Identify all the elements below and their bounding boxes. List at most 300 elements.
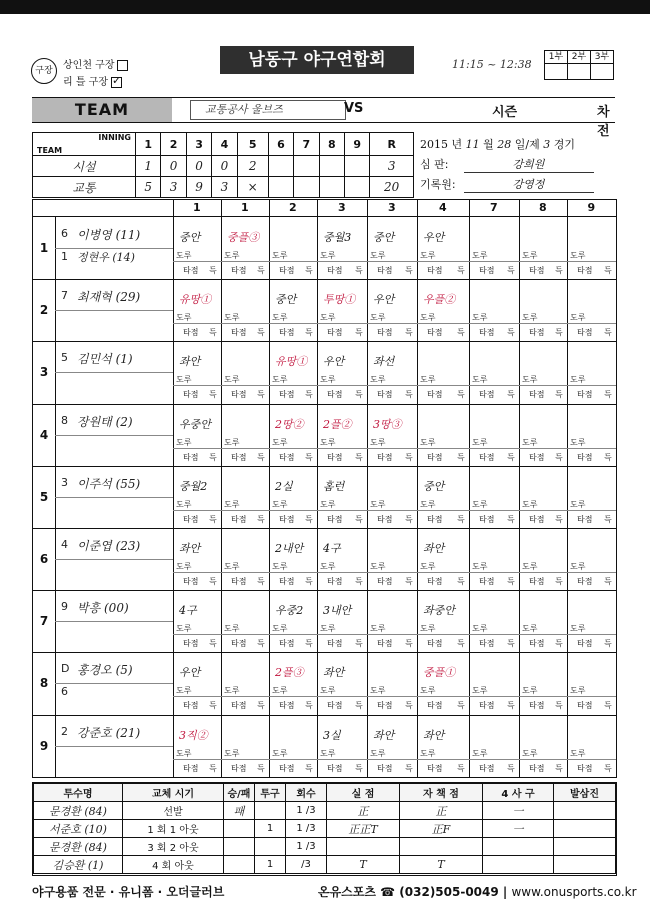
batter-row — [33, 404, 616, 467]
at-bat-result[interactable]: 중플① — [423, 666, 456, 680]
steal-label: 도루 — [370, 251, 386, 260]
steal-label: 도루 — [272, 313, 288, 323]
batter-row — [33, 217, 616, 280]
cell-divider — [519, 759, 567, 760]
score-label: 득 — [257, 763, 265, 773]
rbi-label: 타점 — [427, 452, 443, 462]
inning-score[interactable]: 5 — [136, 177, 161, 198]
steal-label: 도루 — [570, 686, 586, 696]
cell-divider — [519, 385, 567, 386]
batting-scoreboard — [32, 199, 617, 778]
at-bat-result[interactable]: 4구 — [323, 542, 341, 555]
rbi-label: 타점 — [279, 639, 295, 649]
at-bat-result[interactable]: 중월2 — [179, 479, 208, 493]
cell-divider — [417, 323, 469, 324]
total-runs[interactable]: 3 — [370, 156, 414, 177]
batter-name[interactable]: 김민석 (1) — [77, 352, 133, 367]
score-label: 득 — [355, 390, 363, 400]
pitcher-bb[interactable] — [483, 838, 554, 856]
pitcher-innings[interactable]: 1 /3 — [286, 838, 327, 856]
at-bat-result[interactable]: 중월3 — [323, 231, 352, 244]
steal-label: 도루 — [522, 251, 538, 260]
batter-position: 5 — [61, 351, 68, 365]
substitute-divider — [55, 310, 173, 311]
pitcher-row — [34, 856, 616, 874]
steal-label: 도루 — [272, 251, 288, 260]
part-2-box[interactable]: 2부 — [567, 50, 591, 80]
pitcher-name[interactable]: 서준호 (10) — [34, 820, 123, 838]
inning-score[interactable]: 2 — [237, 156, 268, 177]
cell-divider — [519, 323, 567, 324]
cell-divider — [567, 634, 616, 635]
innings-table — [32, 132, 414, 198]
score-label: 득 — [555, 639, 563, 649]
inning-column-number: 3 — [388, 201, 396, 214]
pitcher-so[interactable] — [554, 820, 616, 838]
steal-label: 도루 — [224, 375, 240, 385]
batter-name[interactable]: 장원태 (2) — [77, 414, 133, 429]
cell-divider — [519, 261, 567, 262]
pitcher-bb[interactable]: 一 — [483, 802, 554, 820]
at-bat-result[interactable]: 유땅① — [275, 355, 308, 369]
team-name-field[interactable]: 교통공사 울브즈 — [190, 100, 346, 120]
umpire-field[interactable]: 강희원 — [464, 156, 594, 173]
cell-divider — [173, 510, 221, 511]
score-label: 득 — [405, 328, 413, 338]
steal-label: 도루 — [272, 624, 288, 634]
pitcher-timing[interactable]: 1 회 1 아웃 — [123, 820, 224, 838]
batter-position: 7 — [61, 289, 68, 303]
steal-label: 도루 — [570, 437, 586, 447]
steal-label: 도루 — [522, 313, 538, 323]
part-3-box[interactable]: 3부 — [590, 50, 614, 80]
rbi-label: 타점 — [231, 328, 247, 338]
rbi-label: 타점 — [327, 514, 343, 524]
pitcher-timing[interactable]: 선발 — [123, 802, 224, 820]
cell-divider — [367, 448, 417, 449]
pitcher-runs[interactable]: 正正T — [327, 820, 400, 838]
rbi-label: 타점 — [231, 452, 247, 462]
pitcher-wl[interactable] — [224, 856, 255, 874]
cell-divider — [317, 510, 367, 511]
batting-order: 3 — [33, 341, 56, 403]
pitcher-runs[interactable] — [327, 838, 400, 856]
inning-column-number: 9 — [587, 201, 596, 214]
cell-divider — [469, 385, 519, 386]
cell-divider — [173, 448, 221, 449]
rbi-label: 타점 — [377, 701, 393, 711]
steal-label: 도루 — [472, 251, 488, 260]
batting-order: 5 — [33, 466, 56, 528]
at-bat-result[interactable]: 3직② — [179, 728, 208, 742]
steal-label: 도루 — [420, 748, 436, 758]
score-label: 득 — [257, 390, 265, 400]
inning-score[interactable]: 0 — [212, 156, 237, 177]
pitcher-wl[interactable]: 패 — [224, 802, 255, 820]
inning-score[interactable]: 0 — [161, 156, 186, 177]
inning-score[interactable] — [319, 156, 344, 177]
cell-divider — [567, 323, 616, 324]
sub-name[interactable]: 정현우 (14) — [77, 251, 135, 264]
steal-label: 도루 — [420, 562, 436, 571]
pitcher-runs[interactable]: 正 — [327, 802, 400, 820]
score-label: 득 — [257, 452, 265, 462]
steal-label: 도루 — [472, 748, 488, 758]
at-bat-result[interactable]: 우중2 — [275, 604, 304, 618]
steal-label: 도루 — [320, 748, 336, 758]
pitcher-name[interactable]: 문경환 (84) — [34, 802, 123, 820]
pitcher-so[interactable] — [554, 856, 616, 874]
at-bat-result[interactable]: 유땅① — [179, 293, 212, 307]
score-label: 득 — [305, 266, 313, 275]
cell-divider — [417, 696, 469, 697]
steal-label: 도루 — [570, 251, 586, 260]
park-option-2: 리 틀 구장✓ — [63, 73, 122, 88]
steal-label: 도루 — [522, 686, 538, 696]
at-bat-result[interactable]: 2플③ — [275, 666, 304, 680]
batting-order: 6 — [33, 528, 56, 590]
rbi-label: 타점 — [577, 514, 593, 524]
batting-order: 2 — [33, 279, 56, 341]
at-bat-result[interactable]: 우플② — [423, 293, 456, 307]
inning-column-number: 7 — [490, 201, 498, 214]
pitcher-innings[interactable]: 1 /3 — [286, 802, 327, 820]
pitcher-er[interactable]: 正 — [400, 802, 483, 820]
steal-label: 도루 — [176, 251, 192, 260]
rbi-label: 타점 — [427, 763, 443, 773]
inning-score[interactable] — [268, 177, 293, 198]
score-label: 득 — [305, 639, 313, 649]
inning-score[interactable] — [344, 156, 369, 177]
steal-label: 도루 — [370, 748, 386, 758]
steal-label: 도루 — [224, 499, 240, 509]
at-bat-result[interactable]: 좌안 — [323, 666, 345, 680]
pitcher-innings[interactable]: /3 — [286, 856, 327, 874]
at-bat-result[interactable]: 우안 — [423, 231, 445, 244]
inning-corner-cell: INNING TEAM — [33, 133, 136, 156]
inning-score[interactable]: 9 — [186, 177, 211, 198]
pitcher-name[interactable]: 문경환 (84) — [34, 838, 123, 856]
pitcher-wl[interactable] — [224, 838, 255, 856]
cell-divider — [519, 510, 567, 511]
steal-label: 도루 — [370, 562, 386, 571]
rbi-label: 타점 — [427, 390, 443, 400]
score-label: 득 — [305, 390, 313, 400]
cell-divider — [317, 634, 367, 635]
season-label: 시즌 — [492, 105, 518, 120]
score-label: 득 — [257, 328, 265, 338]
at-bat-result[interactable]: 우안 — [179, 666, 201, 680]
at-bat-result[interactable]: 좌선 — [373, 355, 395, 369]
rbi-label: 타점 — [377, 577, 393, 586]
at-bat-result[interactable]: 2플② — [323, 417, 352, 431]
inning-score[interactable]: 0 — [186, 156, 211, 177]
pitcher-so[interactable] — [554, 802, 616, 820]
team-label: TEAM — [32, 98, 172, 122]
score-label: 득 — [457, 763, 465, 773]
score-label: 득 — [257, 639, 265, 649]
steal-label: 도루 — [472, 499, 488, 509]
rbi-label: 타점 — [427, 266, 443, 275]
score-label: 득 — [507, 701, 515, 711]
score-label: 득 — [604, 328, 612, 338]
rbi-label: 타점 — [529, 514, 545, 524]
steal-label: 도루 — [320, 437, 336, 447]
vs-label: VS — [344, 101, 364, 116]
batter-name[interactable]: 이주석 (55) — [77, 476, 141, 491]
umpire-line: 심 판: 강희원 — [420, 156, 594, 173]
pitcher-timing[interactable]: 4 회 아웃 — [123, 856, 224, 874]
score-label: 득 — [355, 763, 363, 773]
pitcher-er[interactable]: T — [400, 856, 483, 874]
cell-divider — [173, 323, 221, 324]
rbi-label: 타점 — [183, 701, 199, 711]
batter-name[interactable]: 강준호 (21) — [77, 725, 141, 740]
at-bat-result[interactable]: 우중안 — [179, 417, 211, 431]
steal-label: 도루 — [522, 562, 538, 571]
rbi-label: 타점 — [529, 390, 545, 400]
rbi-label: 타점 — [577, 452, 593, 462]
pitcher-pitches[interactable]: 1 — [255, 856, 286, 874]
steal-label: 도루 — [420, 437, 436, 447]
pitcher-bb[interactable] — [483, 856, 554, 874]
at-bat-result[interactable]: 2땅② — [275, 417, 304, 431]
pitcher-bb[interactable]: 一 — [483, 820, 554, 838]
batting-order: 9 — [33, 715, 56, 777]
score-label: 득 — [209, 639, 217, 649]
cell-divider — [269, 323, 317, 324]
pitcher-name[interactable]: 김승환 (1) — [34, 856, 123, 874]
pitcher-so[interactable] — [554, 838, 616, 856]
pitcher-pitches[interactable] — [255, 838, 286, 856]
rbi-label: 타점 — [529, 763, 545, 773]
steal-label: 도루 — [472, 375, 488, 385]
at-bat-result[interactable]: 중안 — [275, 293, 297, 307]
score-label: 득 — [305, 514, 313, 524]
cell-divider — [367, 696, 417, 697]
pitcher-timing[interactable]: 3 회 2 아웃 — [123, 838, 224, 856]
pitcher-pitches[interactable]: 1 — [255, 820, 286, 838]
batter-name[interactable]: 홍경오 (5) — [77, 663, 133, 678]
at-bat-result[interactable]: 2내안 — [275, 542, 304, 555]
steal-label: 도루 — [176, 437, 192, 447]
cell-divider — [417, 385, 469, 386]
rbi-label: 타점 — [279, 763, 295, 773]
at-bat-result[interactable]: 좌안 — [423, 542, 445, 555]
batter-name[interactable]: 이병영 (11) — [77, 228, 141, 242]
score-label: 득 — [209, 452, 217, 462]
at-bat-result[interactable]: 좌안 — [423, 728, 445, 742]
cell-divider — [367, 634, 417, 635]
cell-divider — [469, 261, 519, 262]
pitcher-col-header: 자 책 점 — [400, 784, 483, 802]
score-label: 득 — [257, 701, 265, 711]
substitute-divider — [55, 559, 173, 560]
at-bat-result[interactable]: 우안 — [323, 355, 345, 369]
rbi-label: 타점 — [577, 328, 593, 338]
inning-score[interactable] — [294, 177, 319, 198]
steal-label: 도루 — [370, 437, 386, 447]
rbi-label: 타점 — [479, 701, 495, 711]
inning-score[interactable]: 3 — [161, 177, 186, 198]
at-bat-result[interactable]: 좌안 — [179, 355, 201, 369]
batting-order: 8 — [33, 652, 56, 714]
inning-score[interactable] — [344, 177, 369, 198]
at-bat-result[interactable]: 중안 — [423, 479, 445, 493]
cell-divider — [567, 572, 616, 573]
cell-divider — [567, 261, 616, 262]
rbi-label: 타점 — [377, 390, 393, 400]
score-label: 득 — [209, 701, 217, 711]
inning-score[interactable] — [268, 156, 293, 177]
score-label: 득 — [405, 452, 413, 462]
rbi-label: 타점 — [479, 328, 495, 338]
part-1-box[interactable]: 1부 — [544, 50, 568, 80]
batter-name[interactable]: 박흥 (00) — [77, 601, 129, 616]
steal-label: 도루 — [272, 748, 288, 758]
pitcher-wl[interactable] — [224, 820, 255, 838]
score-label: 득 — [457, 639, 465, 649]
score-label: 득 — [604, 577, 612, 586]
park-checkbox-1[interactable] — [117, 60, 128, 71]
cell-divider — [317, 759, 367, 760]
steal-label: 도루 — [224, 748, 240, 758]
cell-divider — [567, 510, 616, 511]
innings-header-row — [33, 133, 414, 156]
rbi-label: 타점 — [377, 266, 393, 275]
park-checkbox-2[interactable] — [111, 77, 122, 88]
rbi-label: 타점 — [377, 452, 393, 462]
rbi-label: 타점 — [231, 763, 247, 773]
score-label: 득 — [457, 701, 465, 711]
batter-row — [33, 466, 616, 529]
cell-divider — [367, 323, 417, 324]
rbi-label: 타점 — [577, 639, 593, 649]
batting-order: 7 — [33, 590, 56, 652]
rbi-label: 타점 — [427, 514, 443, 524]
pitcher-pitches[interactable] — [255, 802, 286, 820]
recorder-line: 기록원: 강영정 — [420, 176, 594, 193]
at-bat-result[interactable]: 홈런 — [323, 479, 345, 493]
at-bat-result[interactable]: 투땅① — [323, 293, 356, 307]
score-label: 득 — [507, 763, 515, 773]
inning-score[interactable] — [319, 177, 344, 198]
rbi-label: 타점 — [327, 266, 343, 275]
rbi-label: 타점 — [183, 639, 199, 649]
footer-website-link[interactable]: www.onusports.co.kr — [511, 885, 637, 899]
at-bat-result[interactable]: 4구 — [179, 604, 197, 618]
steal-label: 도루 — [224, 562, 240, 571]
at-bat-result[interactable]: 좌안 — [373, 728, 395, 742]
inning-header: 7 — [294, 133, 319, 156]
score-label: 득 — [457, 390, 465, 400]
scoreboard-header — [33, 200, 616, 217]
pitcher-er[interactable] — [400, 838, 483, 856]
steal-label: 도루 — [272, 686, 288, 696]
rbi-label: 타점 — [279, 266, 295, 275]
batter-name[interactable]: 이준엽 (23) — [77, 539, 141, 553]
pitchers-table — [33, 783, 616, 874]
cell-divider — [317, 385, 367, 386]
cell-divider — [567, 448, 616, 449]
cell-divider — [173, 759, 221, 760]
cell-divider — [269, 261, 317, 262]
batter-name[interactable]: 최재혁 (29) — [77, 290, 141, 305]
line-score-row — [33, 156, 414, 177]
inning-header: 4 — [212, 133, 237, 156]
cell-divider — [519, 572, 567, 573]
cell-divider — [221, 696, 269, 697]
cell-divider — [469, 572, 519, 573]
at-bat-result[interactable]: 중안 — [373, 231, 395, 244]
steal-label: 도루 — [570, 748, 586, 758]
at-bat-result[interactable]: 우안 — [373, 293, 395, 307]
score-label: 득 — [405, 701, 413, 711]
cell-divider — [269, 759, 317, 760]
steal-label: 도루 — [570, 313, 586, 323]
pitcher-runs[interactable]: T — [327, 856, 400, 874]
score-label: 득 — [305, 328, 313, 338]
steal-label: 도루 — [272, 375, 288, 385]
cell-divider — [173, 696, 221, 697]
inning-score[interactable] — [294, 156, 319, 177]
batter-position: 8 — [61, 413, 68, 427]
cell-divider — [317, 323, 367, 324]
at-bat-result[interactable]: 2실 — [275, 479, 293, 493]
at-bat-result[interactable]: 3실 — [323, 728, 341, 742]
rbi-label: 타점 — [529, 701, 545, 711]
inning-score[interactable]: 1 — [136, 156, 161, 177]
inning-header: 6 — [268, 133, 293, 156]
cell-divider — [269, 572, 317, 573]
rbi-label: 타점 — [577, 701, 593, 711]
cell-divider — [221, 572, 269, 573]
at-bat-result[interactable]: 좌안 — [179, 542, 201, 555]
score-label: 득 — [457, 514, 465, 524]
score-label: 득 — [355, 514, 363, 524]
at-bat-result[interactable]: 중안 — [179, 231, 201, 244]
steal-label: 도루 — [176, 499, 192, 509]
score-label: 득 — [405, 639, 413, 649]
game-number-label: 차전 — [597, 105, 610, 139]
total-runs[interactable]: 20 — [370, 177, 414, 198]
steal-label: 도루 — [320, 562, 336, 571]
rbi-label: 타점 — [327, 328, 343, 338]
pitcher-innings[interactable]: 1 /3 — [286, 820, 327, 838]
cell-divider — [317, 261, 367, 262]
rbi-label: 타점 — [279, 577, 295, 586]
cell-divider — [367, 385, 417, 386]
at-bat-result[interactable]: 3내안 — [323, 604, 352, 618]
pitcher-row — [34, 838, 616, 856]
score-label: 득 — [604, 452, 612, 462]
at-bat-result[interactable]: 3땅③ — [373, 417, 402, 431]
cell-divider — [367, 261, 417, 262]
cell-divider — [317, 572, 367, 573]
inning-score[interactable]: 3 — [212, 177, 237, 198]
pitcher-row — [34, 820, 616, 838]
at-bat-result[interactable]: 좌중안 — [423, 604, 455, 618]
inning-score[interactable]: × — [237, 177, 268, 198]
recorder-field[interactable]: 강영정 — [464, 176, 594, 193]
at-bat-result[interactable]: 중플③ — [227, 231, 260, 244]
score-label: 득 — [457, 577, 465, 586]
pitcher-er[interactable]: 正F — [400, 820, 483, 838]
sub-position: 1 — [61, 250, 68, 263]
cell-divider — [317, 448, 367, 449]
steal-label: 도루 — [176, 562, 192, 571]
cell-divider — [367, 759, 417, 760]
